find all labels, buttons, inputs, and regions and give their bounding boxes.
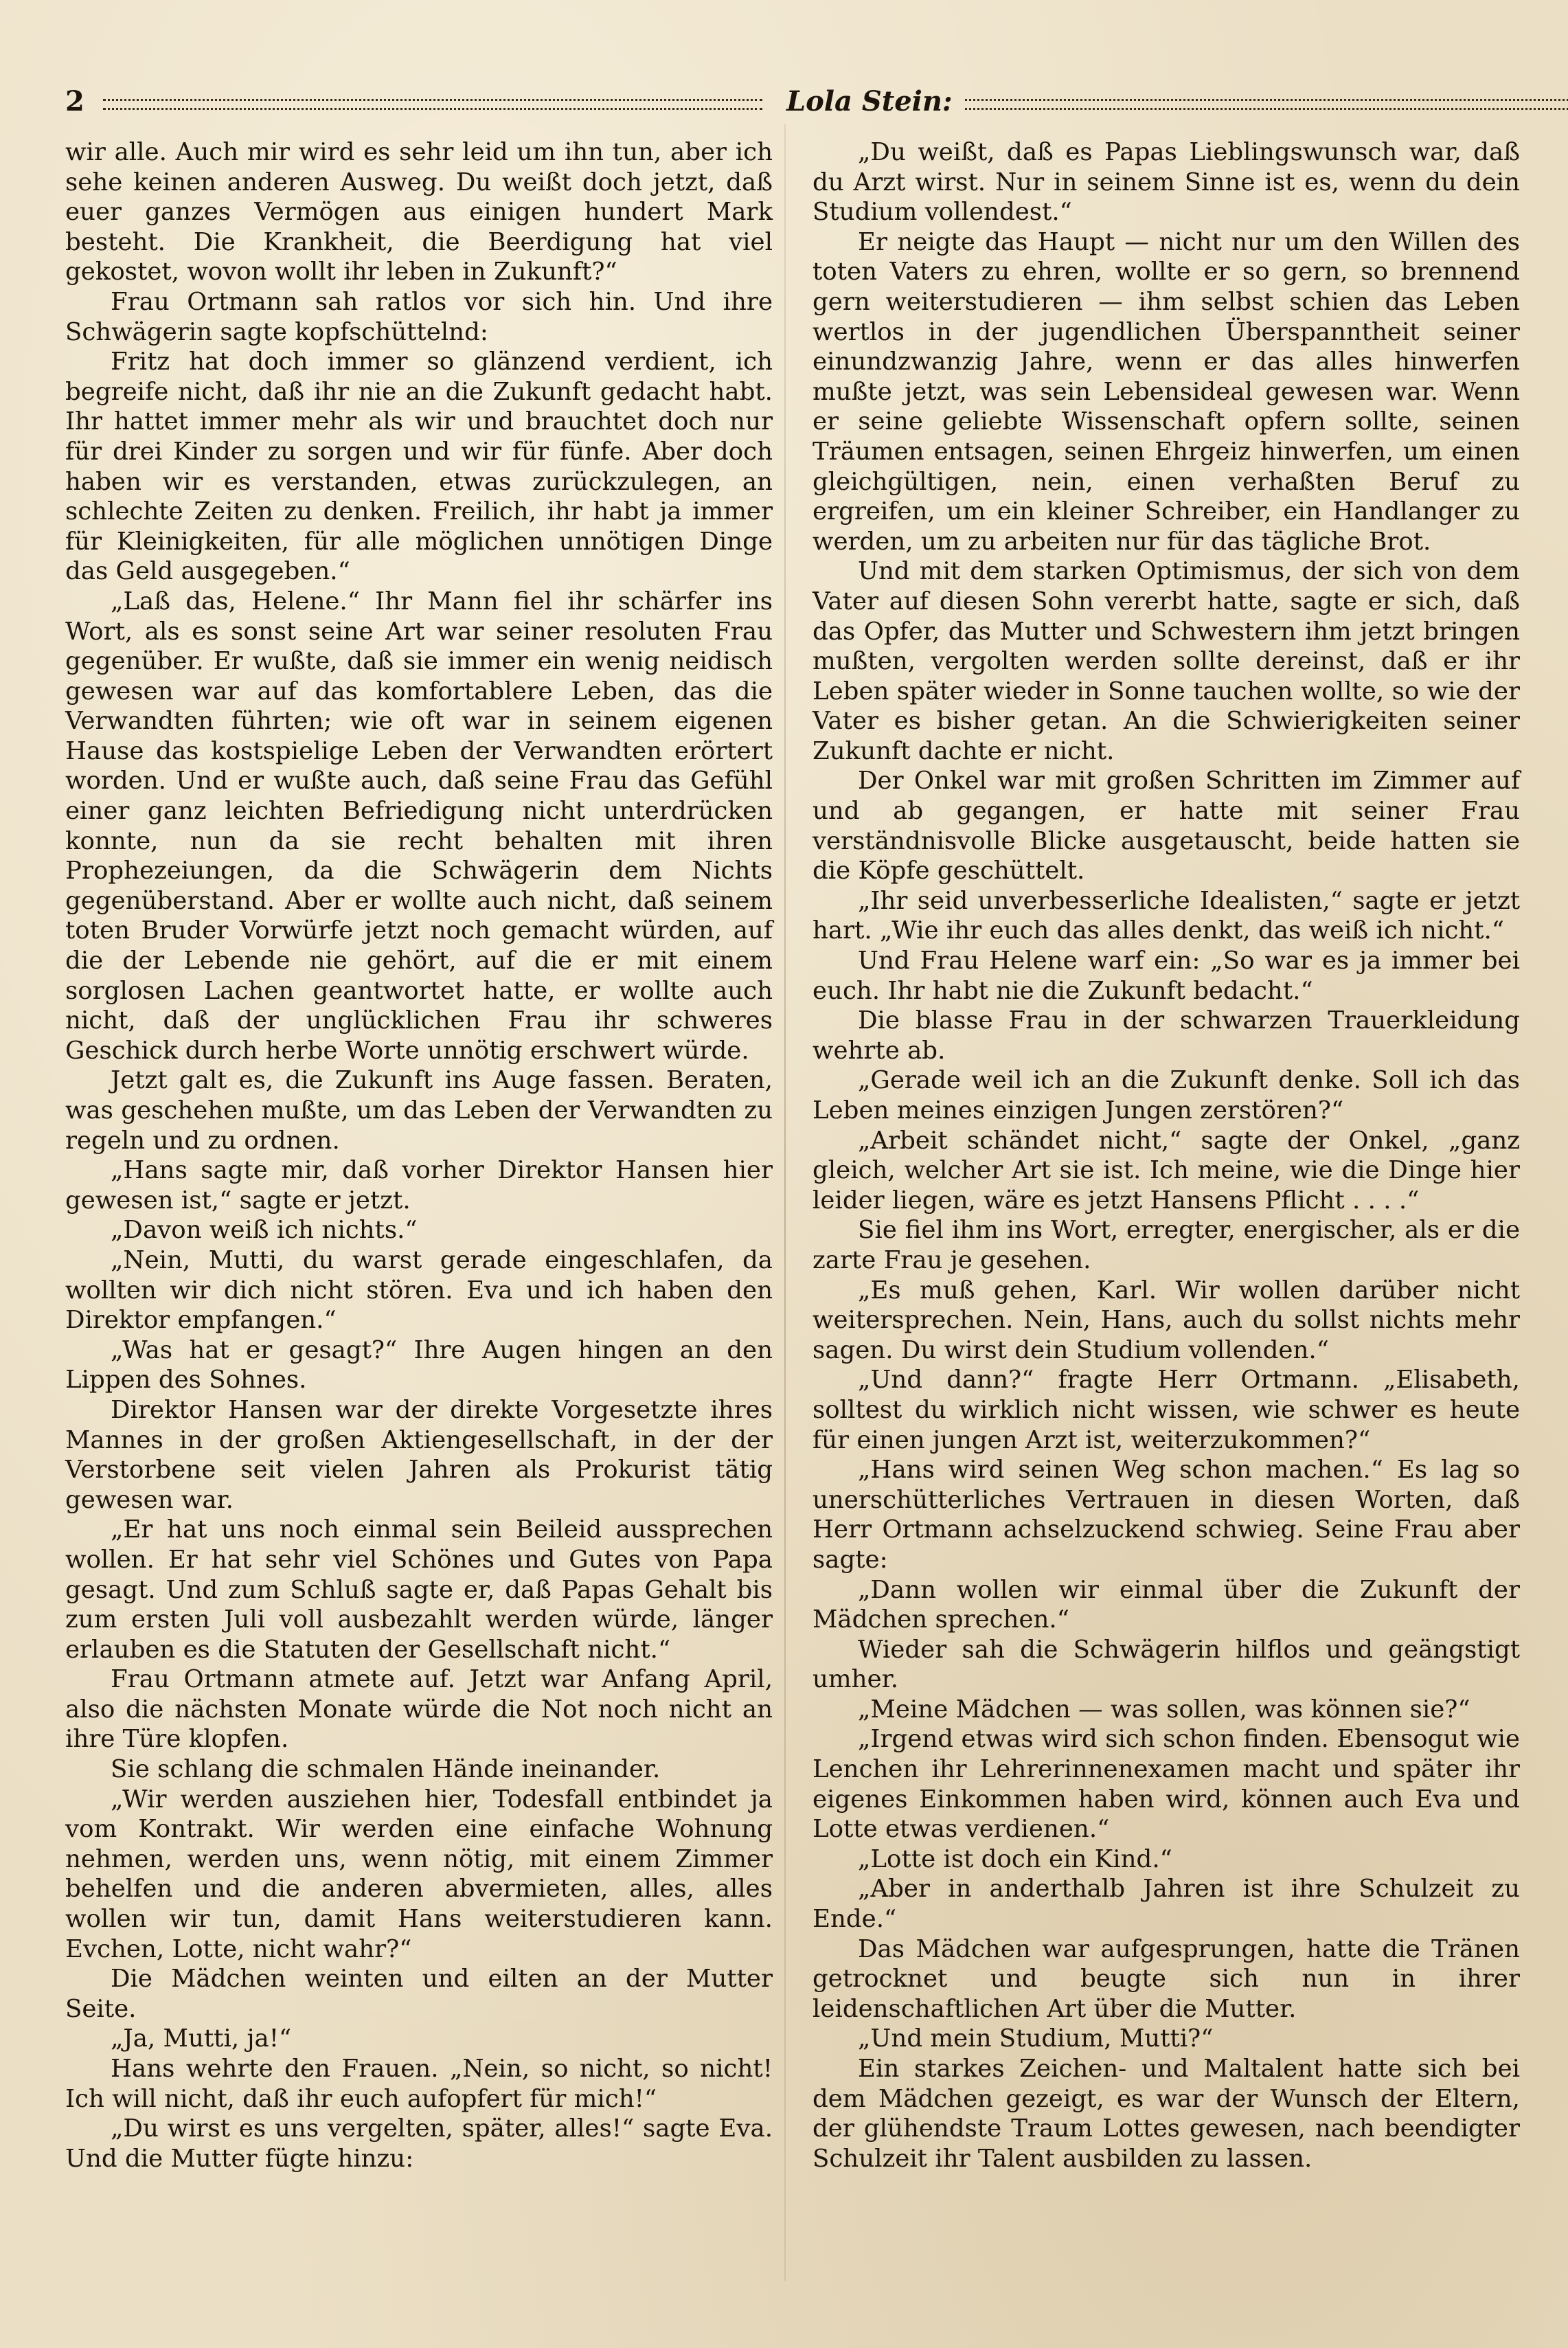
paragraph: „Irgend etwas wird sich schon finden. Ebensogut wie Lenchen ihr Lehrerinnenexamen macht und später ihr eigenes Einkommen haben wird, können auch Eva und Lotte etwas verdienen.“ — [813, 1725, 1520, 1844]
paragraph: „Davon weiß ich nichts.“ — [111, 1216, 418, 1245]
paragraph: Er neigte das Haupt — nicht nur um den Willen des toten Vaters zu ehren, wollte er so gern, so brennend gern weiterstudieren — ihm selbst schien das Leben wertlos in der jugendlichen Überspanntheit seiner einundzwanzig Jahre, wenn er das alles hinwerfen mußte jetzt, was sein Lebensideal gewesen war. Wenn er seine geliebte Wissenschaft opfern sollte, seinen Träumen entsagen, seinen Ehrgeiz hinwerfen, um einen gleichgültigen, nein, einen verhaßten Beruf zu ergreifen, um ein kleiner Schreiber, ein Handlanger zu werden, um zu arbeiten nur für das tägliche Brot. — [813, 227, 1520, 556]
right-column — [813, 137, 1520, 2174]
paragraph: „Laß das, Helene.“ Ihr Mann fiel ihr schärfer ins Wort, als es sonst seine Art war seiner resoluten Frau gegenüber. Er wußte, daß sie immer ein wenig neidisch gewesen war auf das komfortablere Leben, das die Verwandten führten; wie oft war in seinem eigenen Hause das kostspielige Leben der Verwandten erörtert worden. Und er wußte auch, daß seine Frau das Gefühl einer ganz leichten Befriedigung nicht unterdrücken konnte, nun da sie recht behalten mit ihren Prophezeiungen, da die Schwägerin dem Nichts gegenüberstand. Aber er wollte auch nicht, daß seinem toten Bruder Vorwürfe jetzt noch gemacht würden, auf die der Lebende nie gehört, auf die er mit einem sorglosen Lachen geantwortet hatte, er wollte auch nicht, daß der unglücklichen Frau ihr schweres Geschick durch herbe Worte unnötig erschwert würde. — [65, 587, 773, 1065]
paragraph: „Arbeit schändet nicht,“ sagte der Onkel, „ganz gleich, welcher Art sie ist. Ich meine, wie die Dinge hier leider liegen, wäre es jetzt Hansens Pflicht . . . .“ — [813, 1126, 1520, 1215]
paragraph: Sie schlang die schmalen Hände ineinander. — [111, 1755, 661, 1784]
paragraph: wir alle. Auch mir wird es sehr leid um ihn tun, aber ich sehe keinen anderen Ausweg. Du weißt doch jetzt, daß euer ganzes Vermögen aus einigen hundert Mark besteht. Die Krankheit, die Beerdigung hat viel gekostet, wovon wollt ihr leben in Zukunft?“ — [65, 138, 773, 286]
paragraph: Hans wehrte den Frauen. „Nein, so nicht, so nicht! Ich will nicht, daß ihr euch aufopfert für mich!“ — [65, 2055, 773, 2113]
column-gutter — [784, 124, 786, 2281]
paragraph: „Meine Mädchen — was sollen, was können sie?“ — [858, 1695, 1470, 1724]
paragraph: Frau Ortmann sah ratlos vor sich hin. Und ihre Schwägerin sagte kopfschüttelnd: — [65, 287, 773, 346]
paragraph: Das Mädchen war aufgesprungen, hatte die Tränen getrocknet und beugte sich nun in ihrer leidenschaftlichen Art über die Mutter. — [813, 1934, 1520, 2023]
paragraph: „Ihr seid unverbesserliche Idealisten,“ sagte er jetzt hart. „Wie ihr euch das alles denkt, das weiß ich nicht.“ — [813, 886, 1520, 945]
paragraph: Ein starkes Zeichen- und Maltalent hatte sich bei dem Mädchen gezeigt, es war der Wunsch der Eltern, der glühendste Traum Lottes gewesen, nach beendigter Schulzeit ihr Talent ausbilden zu lassen. — [813, 2055, 1520, 2173]
paragraph: Wieder sah die Schwägerin hilflos und geängstigt umher. — [813, 1635, 1520, 1694]
paragraph: „Hans wird seinen Weg schon machen.“ Es lag so unerschütterliches Vertrauen in diesen Worten, daß Herr Ortmann achselzuckend schwieg. Seine Frau aber sagte: — [813, 1456, 1520, 1574]
paragraph: Der Onkel war mit großen Schritten im Zimmer auf und ab gegangen, er hatte mit seiner Frau verständnisvolle Blicke ausgetauscht, beide hatten sie die Köpfe geschüttelt. — [813, 767, 1520, 885]
paragraph: Und mit dem starken Optimismus, der sich von dem Vater auf diesen Sohn vererbt hatte, sagte er sich, daß das Opfer, das Mutter und Schwestern ihm jetzt bringen mußten, vergolten werden sollte dereinst, daß er ihr Leben später wieder in Sonne tauchen wollte, so wie der Vater es bisher getan. An die Schwierigkeiten seiner Zukunft dachte er nicht. — [813, 557, 1520, 765]
paragraph: „Was hat er gesagt?“ Ihre Augen hingen an den Lippen des Sohnes. — [65, 1335, 773, 1395]
header-ornament-right — [965, 99, 1568, 110]
running-title: Lola Stein: — [786, 85, 953, 117]
paragraph: „Ja, Mutti, ja!“ — [111, 2024, 292, 2053]
paragraph: „Du wirst es uns vergelten, später, alles!“ sagte Eva. Und die Mutter fügte hinzu: — [65, 2114, 773, 2173]
paragraph: Fritz hat doch immer so glänzend verdient, ich begreife nicht, daß ihr nie an die Zukunft gedacht habt. Ihr hattet immer mehr als wir und brauchtet doch nur für drei Kinder zu sorgen und wir für fünfe. Aber doch haben wir es verstanden, etwas zurückzulegen, an schlechte Zeiten zu denken. Freilich, ihr habt ja immer für Kleinigkeiten, für alle möglichen unnötigen Dinge das Geld ausgegeben.“ — [65, 348, 773, 586]
header-ornament-left — [103, 99, 762, 110]
paragraph: Die Mädchen weinten und eilten an der Mutter Seite. — [65, 1965, 773, 2023]
paragraph: Die blasse Frau in der schwarzen Trauerkleidung wehrte ab. — [813, 1006, 1520, 1065]
paragraph: „Hans sagte mir, daß vorher Direktor Hansen hier gewesen ist,“ sagte er jetzt. — [65, 1156, 773, 1215]
paragraph: „Er hat uns noch einmal sein Beileid aussprechen wollen. Er hat sehr viel Schönes und Gutes von Papa gesagt. Und zum Schluß sagte er, daß Papas Gehalt bis zum ersten Juli voll ausbezahlt werden würde, länger erlauben es die Statuten der Gesellschaft nicht.“ — [65, 1515, 773, 1664]
paragraph: „Du weißt, daß es Papas Lieblingswunsch war, daß du Arzt wirst. Nur in seinem Sinne ist es, wenn du dein Studium vollendest.“ — [813, 138, 1520, 227]
paragraph: „Dann wollen wir einmal über die Zukunft der Mädchen sprechen.“ — [813, 1575, 1520, 1634]
paragraph: „Es muß gehen, Karl. Wir wollen darüber nicht weitersprechen. Nein, Hans, auch du sollst nichts mehr sagen. Du wirst dein Studium vollenden.“ — [813, 1276, 1520, 1364]
paragraph: Direktor Hansen war der direkte Vorgesetzte ihres Mannes in der großen Aktiengesellschaft, in der der Verstorbene seit vielen Jahren als Prokurist tätig gewesen war. — [65, 1395, 773, 1514]
paragraph: „Und mein Studium, Mutti?“ — [858, 2024, 1214, 2053]
paragraph: „Und dann?“ fragte Herr Ortmann. „Elisabeth, solltest du wirklich nicht wissen, wie schwer es heute für einen jungen Arzt ist, weiterzukommen?“ — [813, 1366, 1520, 1454]
paragraph: „Aber in anderthalb Jahren ist ihre Schulzeit zu Ende.“ — [813, 1875, 1520, 1934]
page-number: 2 — [65, 85, 84, 117]
paragraph: „Wir werden ausziehen hier, Todesfall entbindet ja vom Kontrakt. Wir werden eine einfache Wohnung nehmen, werden uns, wenn nötig, mit einem Zimmer behelfen und die anderen abvermieten, alles, alles wollen wir tun, damit Hans weiterstudieren kann. Evchen, Lotte, nicht wahr?“ — [65, 1785, 773, 1963]
paragraph: „Lotte ist doch ein Kind.“ — [858, 1844, 1172, 1873]
paragraph: „Gerade weil ich an die Zukunft denke. Soll ich das Leben meines einzigen Jungen zerstören?“ — [813, 1066, 1520, 1125]
paragraph: Jetzt galt es, die Zukunft ins Auge fassen. Beraten, was geschehen mußte, um das Leben der Verwandten zu regeln und zu ordnen. — [65, 1066, 773, 1155]
paragraph: „Nein, Mutti, du warst gerade eingeschlafen, da wollten wir dich nicht stören. Eva und ich haben den Direktor empfangen.“ — [65, 1245, 773, 1335]
paragraph: Sie fiel ihm ins Wort, erregter, energischer, als er die zarte Frau je gesehen. — [813, 1216, 1520, 1274]
paragraph: Frau Ortmann atmete auf. Jetzt war Anfang April, also die nächsten Monate würde die Not noch nicht an ihre Türe klopfen. — [65, 1665, 773, 1754]
left-column — [65, 137, 773, 2174]
paragraph: Und Frau Helene warf ein: „So war es ja immer bei euch. Ihr habt nie die Zukunft bedacht.“ — [813, 947, 1520, 1005]
page-header — [65, 81, 1535, 122]
